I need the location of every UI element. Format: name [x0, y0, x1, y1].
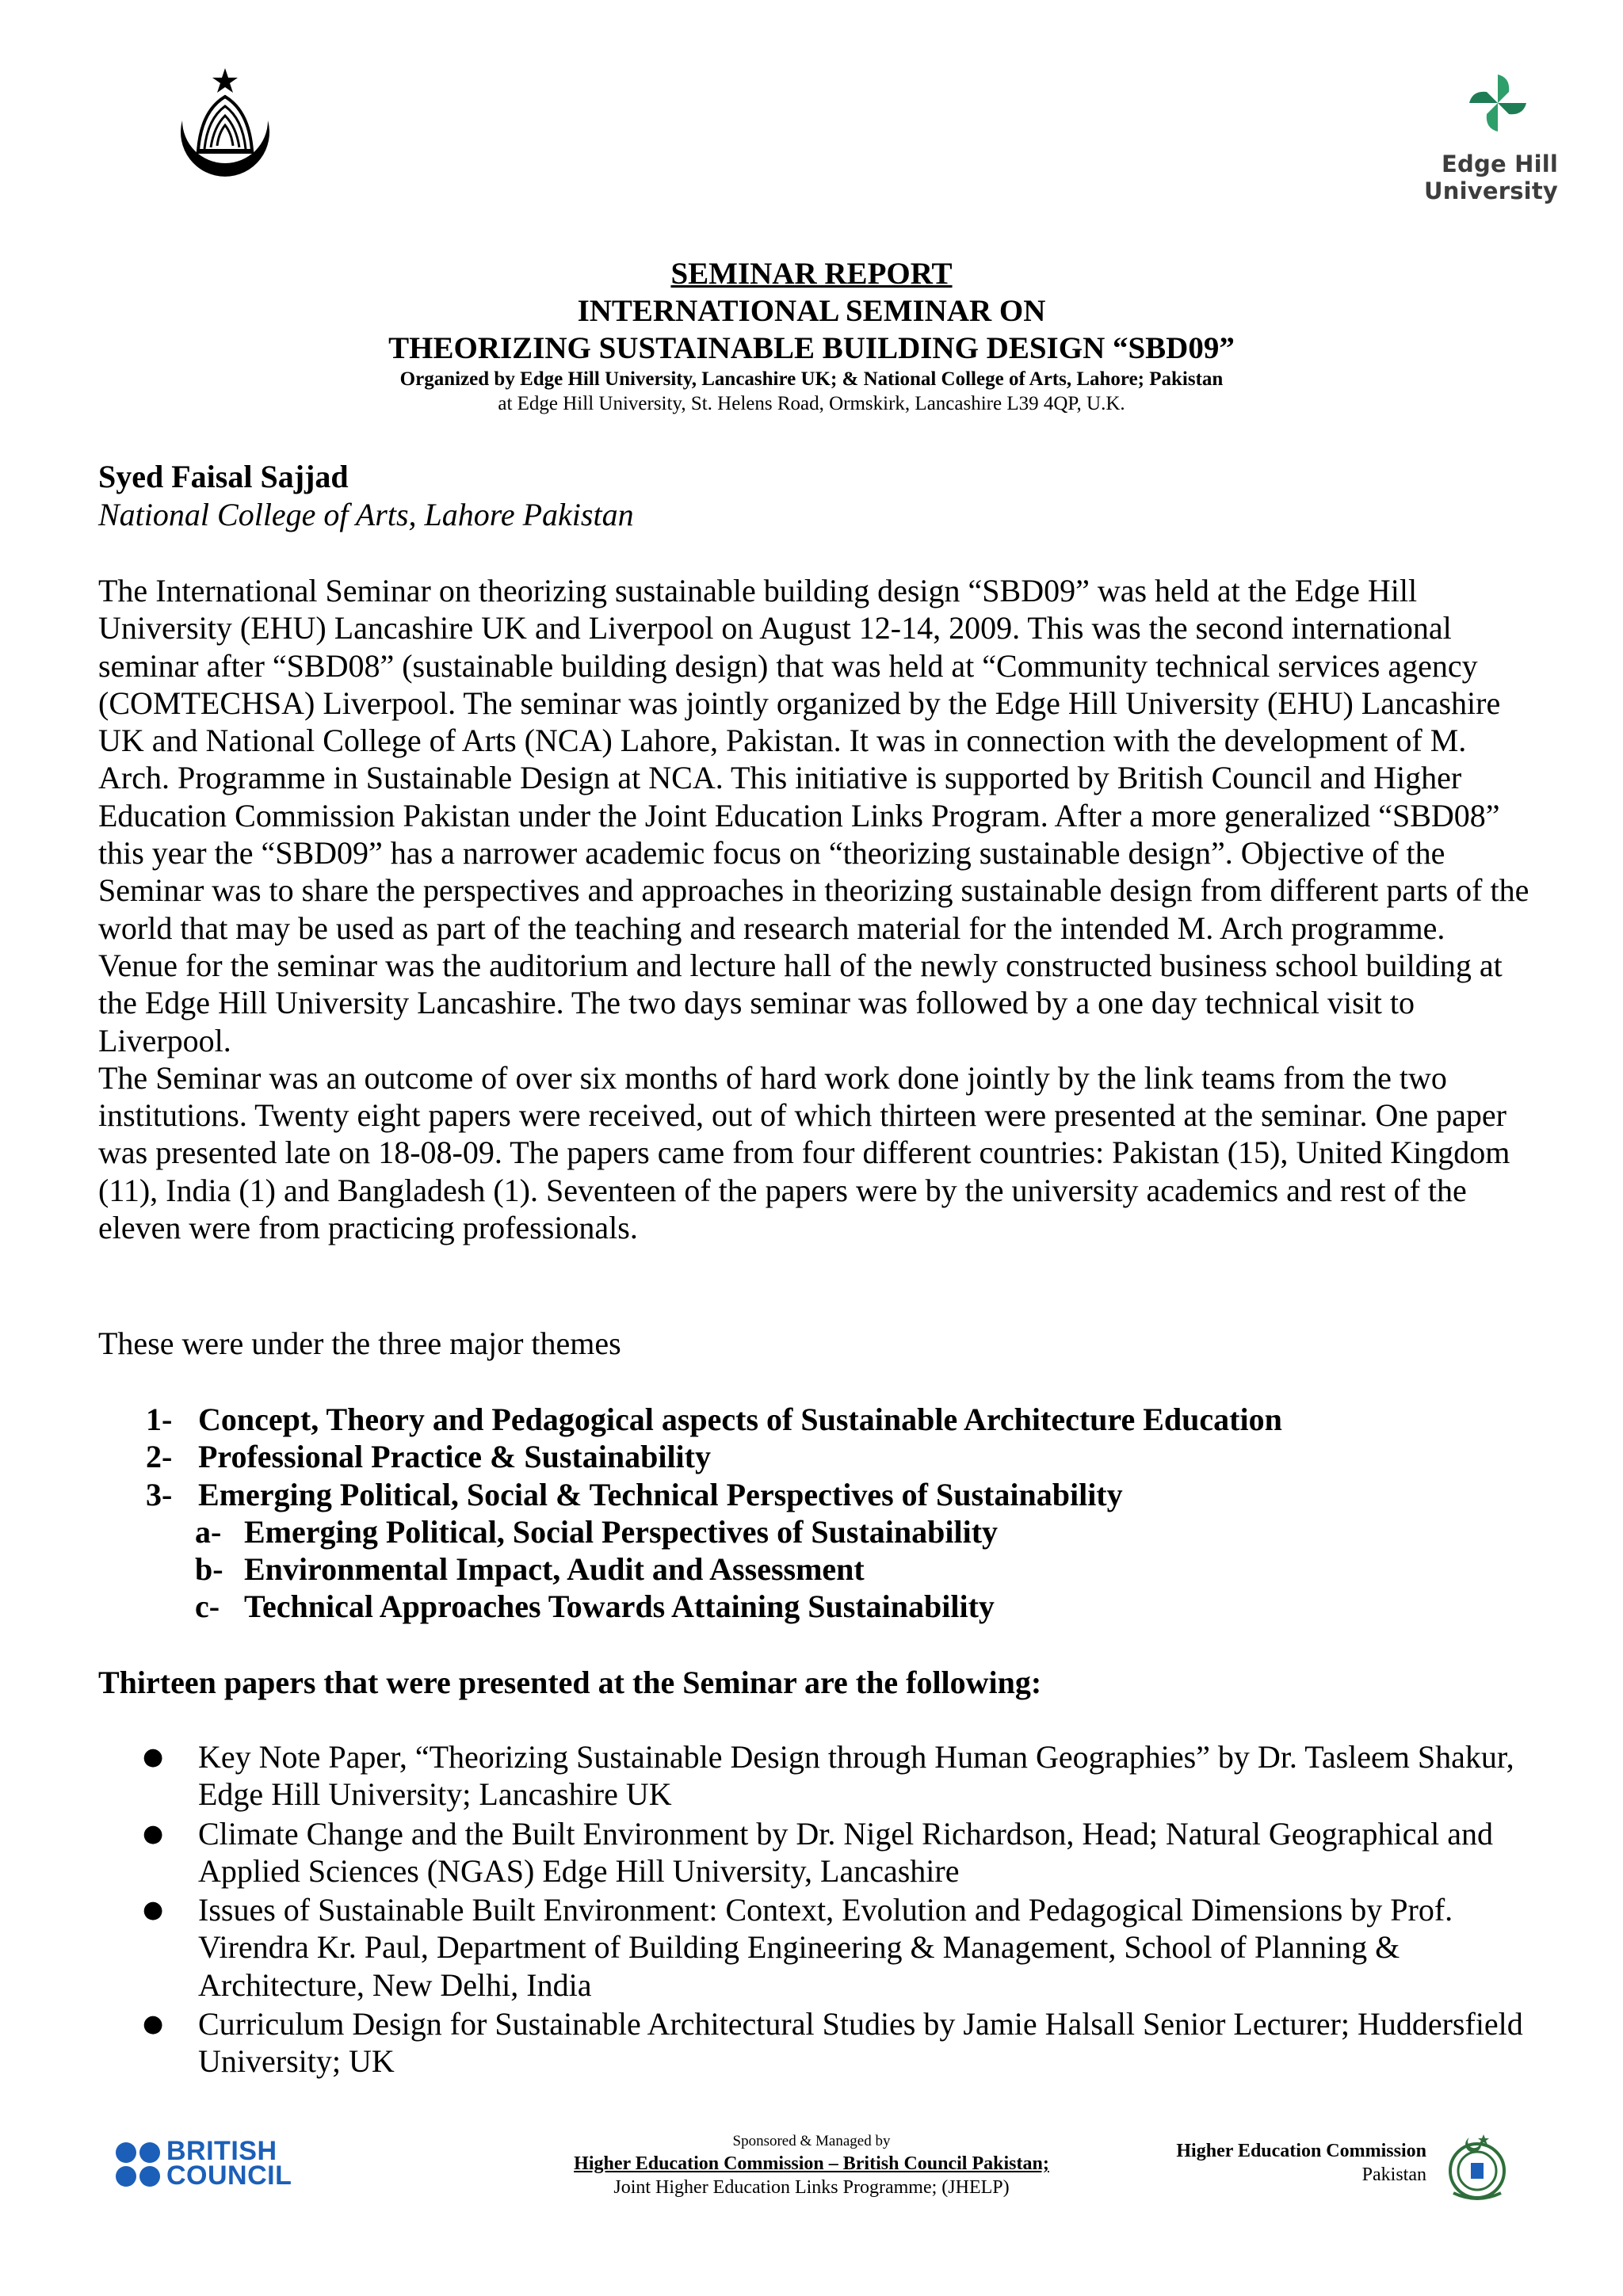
bullet-icon: ●: [143, 1896, 164, 1924]
papers-heading: Thirteen papers that were presented at the Seminar are the following:: [98, 1665, 1042, 1700]
author-affiliation: National College of Arts, Lahore Pakistan: [98, 497, 634, 532]
report-title: SEMINAR REPORT: [670, 257, 953, 291]
hec-wordmark: Higher Education Commission Pakistan: [1176, 2141, 1426, 2185]
theme-item: 1- Concept, Theory and Pedagogical aspects of Sustainable Architecture Education: [146, 1402, 1282, 1437]
hec-crest-icon: [1445, 2131, 1509, 2204]
list-item: ● Curriculum Design for Sustainable Architectural Studies by Jamie Halsall Senior Lecturer; Huddersfield University; UK: [143, 2006, 1523, 2080]
theme-item: 3- Emerging Political, Social & Technical Perspectives of Sustainability: [146, 1476, 1123, 1512]
british-council-dots-icon: [114, 2141, 162, 2188]
author-name: Syed Faisal Sajjad: [98, 459, 349, 494]
organizers-line: Organized by Edge Hill University, Lancashire UK; & National College of Arts, Lahore; Pakistan: [399, 368, 1224, 390]
list-item: ● Climate Change and the Built Environment by Dr. Nigel Richardson, Head; Natural Geographical and Applied Sciences (NGAS) Edge Hill University, Lancashire: [143, 1815, 1494, 1889]
sponsor-caption: Sponsored & Managed by: [732, 2133, 891, 2149]
bullet-icon: ●: [143, 2010, 164, 2039]
programme-name: Joint Higher Education Links Programme; (JHELP): [613, 2177, 1010, 2198]
body-paragraph: The Seminar was an outcome of over six months of hard work done jointly by the link teams from the two institutions. Twenty eight papers were received, out of which thirteen were presented at the seminar. One paper was presented late on 18-08-09. The papers came from four different countries: Pakistan (15), United Kingdom (11), India (1) and Bangladesh (1). Seventeen of the papers were by the university academics and rest of the eleven were from practicing professionals.: [98, 1059, 1510, 1246]
list-item: ● Issues of Sustainable Built Environment: Context, Evolution and Pedagogical Dimensions by Prof. Virendra Kr. Paul, Department of Building Engineering & Management, School of Planning & Architecture, New Delhi, India: [143, 1892, 1453, 2003]
list-item: ● Key Note Paper, “Theorizing Sustainable Design through Human Geographies” by Dr. Tasleem Shakur, Edge Hill University; Lancashire UK: [143, 1739, 1514, 1813]
sponsor-name: Higher Education Commission – British Council Pakistan;: [574, 2153, 1049, 2174]
edge-hill-university-wordmark: Edge Hill University: [1424, 151, 1558, 204]
papers-list: [143, 1738, 1531, 2082]
title-block: [0, 255, 1623, 416]
bullet-icon: ●: [143, 1819, 164, 1848]
crescent-star-emblem-icon: [168, 63, 282, 182]
sponsor-block: [507, 2131, 1116, 2199]
sub-theme-item: c- Technical Approaches Towards Attaining Sustainability: [195, 1589, 995, 1625]
body-paragraph: The International Seminar on theorizing sustainable building design “SBD09” was held at the Edge Hill University (EHU) Lancashire UK and Liverpool on August 12-14, 2009. This was the second international seminar after “SBD08” (sustainable building design) that was held at “Community technical services agency (COMTECHSA) Liverpool. The seminar was jointly organized by the Edge Hill University (EHU) Lancashire UK and National College of Arts (NCA) Lahore, Pakistan. It was in connection with the development of M. Arch. Programme in Sustainable Design at NCA. This initiative is supported by British Council and Higher Education Commission Pakistan under the Joint Education Links Program. After a more generalized “SBD08” this year the “SBD09” has a narrower academic focus on “theorizing sustainable design”. Objective of the Seminar was to share the perspectives and approaches in theorizing sustainable design from different parts of the world that may be used as part of the teaching and research material for the intended M. Arch programme.: [98, 573, 1529, 946]
theme-item: 2- Professional Practice & Sustainability: [146, 1439, 711, 1475]
seminar-topic-title: THEORIZING SUSTAINABLE BUILDING DESIGN “SBD09”: [388, 331, 1235, 365]
themes-list: [146, 1401, 1282, 1626]
report-body: [98, 572, 1531, 1246]
body-paragraph: Venue for the seminar was the auditorium and lecture hall of the newly constructed business school building at the Edge Hill University Lancashire. The two days seminar was followed by a one day technical visit to Liverpool.: [98, 947, 1503, 1058]
author-block: [98, 458, 634, 534]
sub-theme-item: a- Emerging Political, Social Perspectives of Sustainability: [195, 1513, 999, 1550]
venue-address: at Edge Hill University, St. Helens Road, Ormskirk, Lancashire L39 4QP, U.K.: [498, 393, 1125, 414]
themes-intro: These were under the three major themes: [98, 1325, 621, 1361]
seminar-title-line: INTERNATIONAL SEMINAR ON: [577, 294, 1046, 328]
british-council-wordmark: BRITISH COUNCIL: [166, 2136, 292, 2191]
sub-theme-item: b- Environmental Impact, Audit and Assessment: [195, 1551, 865, 1588]
bullet-icon: ●: [143, 1743, 164, 1771]
edge-hill-pinwheel-icon: [1465, 70, 1531, 136]
